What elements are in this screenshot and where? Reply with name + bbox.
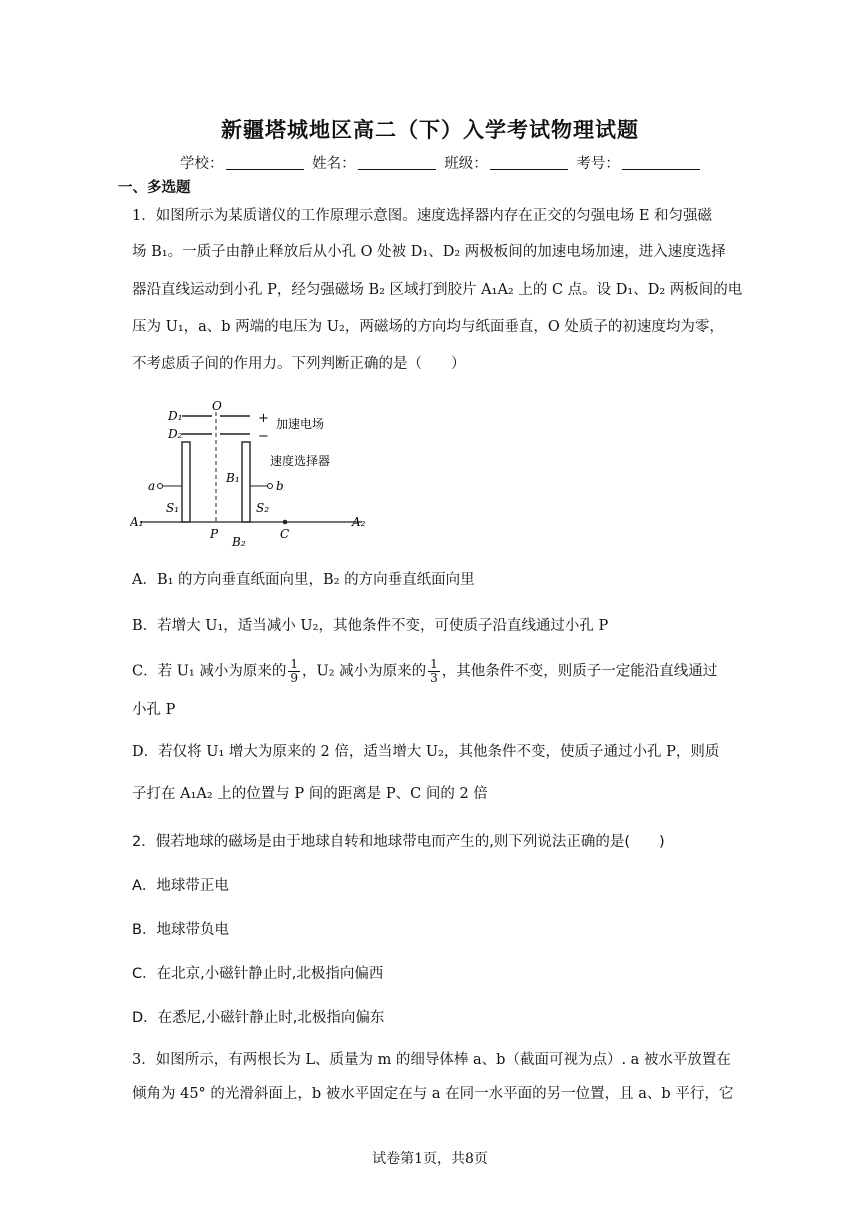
name-blank[interactable] <box>358 155 436 170</box>
label-b: b <box>276 479 284 493</box>
q2-option-d[interactable]: D．在悉尼,小磁针静止时,北极指向偏东 <box>132 1010 385 1026</box>
label-a2: A₂ <box>352 515 366 529</box>
label-o: O <box>212 400 222 413</box>
q1-stem-line-5: 不考虑质子间的作用力。下列判断正确的是（ ） <box>132 356 466 372</box>
fraction-one-ninth: $\frac{1}{9}$ <box>290 657 298 685</box>
label-s2: S₂ <box>256 501 270 515</box>
terminal-a <box>158 484 163 489</box>
mass-spectrometer-figure <box>130 400 370 550</box>
label-b2: B₂ <box>232 535 246 549</box>
point-c-dot <box>283 520 288 525</box>
fraction-one-third: $\frac{1}{3}$ <box>430 657 438 685</box>
page-footer: 试卷第1页，共8页 <box>372 1151 488 1167</box>
q2-stem: 2．假若地球的磁场是由于地球自转和地球带电而产生的,则下列说法正确的是( ) <box>132 834 665 850</box>
label-accel-field: 加速电场 <box>276 417 325 431</box>
label-a: a <box>148 479 156 493</box>
q3-stem-line-2: 倾角为 45° 的光滑斜面上，b 被水平固定在与 a 在同一水平面的另一位置，且 a、b 平行，它 <box>132 1086 734 1102</box>
q2-option-c[interactable]: C．在北京,小磁针静止时,北极指向偏西 <box>132 966 384 982</box>
q1-option-d-line-2: 子打在 A₁A₂ 上的位置与 P 间的距离是 P、C 间的 2 倍 <box>132 786 488 802</box>
q1-option-b[interactable]: B．若增大 U₁，适当减小 U₂，其他条件不变，可使质子沿直线通过小孔 P <box>132 618 609 634</box>
q1-stem-line-3: 器沿直线运动到小孔 P，经匀强磁场 B₂ 区域打到胶片 A₁A₂ 上的 C 点。设 D₁、D₂ 两板间的电 <box>132 282 743 298</box>
label-plus: + <box>258 411 269 426</box>
q1-option-c[interactable] <box>132 658 717 685</box>
exam-title: 新疆塔城地区高二（下）入学考试物理试题 <box>221 118 639 142</box>
terminal-b <box>268 484 273 489</box>
label-velocity-selector: 速度选择器 <box>270 454 331 468</box>
label-p: P <box>210 527 219 541</box>
q2-option-b[interactable]: B．地球带负电 <box>132 922 229 938</box>
q1-stem-line-2: 场 B₁。一质子由静止释放后从小孔 O 处被 D₁、D₂ 两极板间的加速电场加速，进入速度选择 <box>132 244 726 260</box>
q1-option-c-line-2: 小孔 P <box>132 702 176 718</box>
label-c: C <box>280 527 290 541</box>
label-d1: D₁ <box>168 409 183 423</box>
q1-option-c-pre: C．若 U₁ 减小为原来的 <box>132 663 287 680</box>
school-label: 学校： <box>180 156 224 172</box>
q1-option-d-line-1[interactable]: D．若仅将 U₁ 增大为原来的 2 倍，适当增大 U₂，其他条件不变，使质子通过小孔 P，则质 <box>132 744 720 760</box>
section-heading: 一、多选题 <box>118 180 191 196</box>
school-blank[interactable] <box>226 155 304 170</box>
label-s1: S₁ <box>166 501 180 515</box>
q1-stem-line-4: 压为 U₁，a、b 两端的电压为 U₂，两磁场的方向均与纸面垂直，O 处质子的初速度均为零， <box>132 319 724 335</box>
selector-plate-s1 <box>182 442 190 522</box>
student-info-line <box>180 152 704 173</box>
number-label: 考号： <box>576 156 620 172</box>
q1-option-a[interactable]: A．B₁ 的方向垂直纸面向里，B₂ 的方向垂直纸面向里 <box>132 572 475 588</box>
q2-option-a[interactable]: A．地球带正电 <box>132 878 229 894</box>
class-blank[interactable] <box>490 155 568 170</box>
q1-stem-line-1: 1．如图所示为某质谱仪的工作原理示意图。速度选择器内存在正交的匀强电场 E 和匀强磁 <box>132 208 713 224</box>
label-a1: A₁ <box>130 515 144 529</box>
q1-option-c-mid: ，U₂ 减小为原来的 <box>302 663 427 680</box>
label-b1: B₁ <box>226 471 240 485</box>
q3-stem-line-1: 3．如图所示，有两根长为 L、质量为 m 的细导体棒 a、b（截面可视为点）. a 被水平放置在 <box>132 1052 731 1068</box>
q1-option-c-post: ，其他条件不变，则质子一定能沿直线通过 <box>441 663 718 680</box>
number-blank[interactable] <box>622 155 700 170</box>
name-label: 姓名： <box>312 156 356 172</box>
label-minus: − <box>258 429 269 444</box>
label-d2: D₂ <box>168 427 183 441</box>
class-label: 班级： <box>444 156 488 172</box>
selector-plate-s2 <box>242 442 250 522</box>
